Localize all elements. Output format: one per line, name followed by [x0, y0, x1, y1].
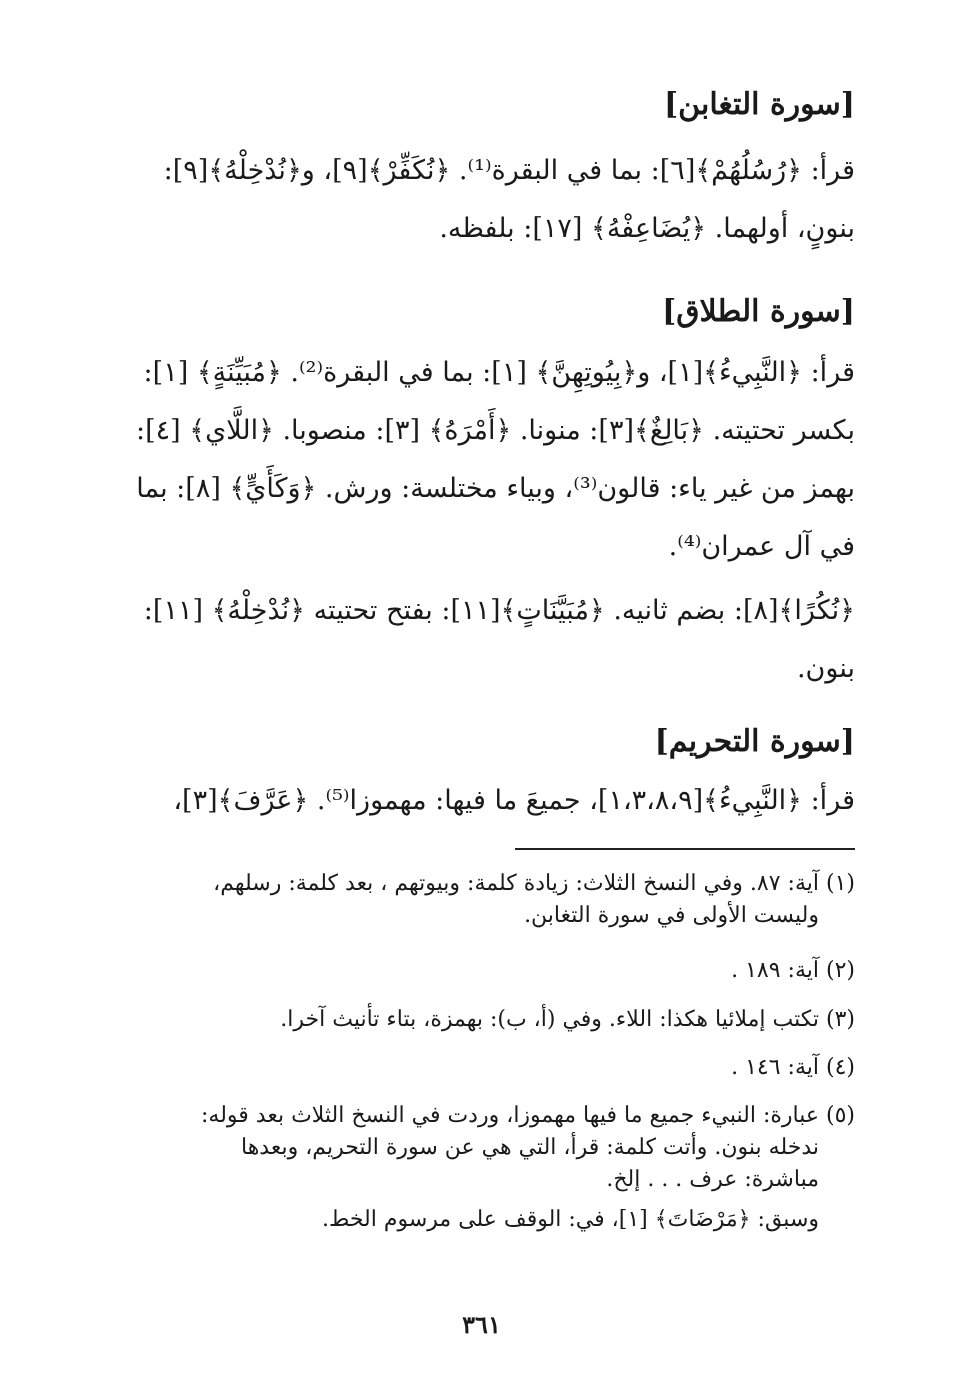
section-heading-talaq: [سورة الطلاق]	[662, 294, 855, 329]
text-line: بكسر تحتيته. ﴿بَالِغٌ﴾[٣]: منونا. ﴿أَمْرَهُ﴾ [٣]: منصوبا. ﴿اللَّاي﴾ [٤]:	[136, 415, 855, 446]
text-line: بنون.	[796, 653, 855, 684]
section-heading-tahrim: [سورة التحريم]	[654, 724, 855, 759]
footnote-line: (١) آية: ٨٧. وفي النسخ الثلاث: زيادة كلمة: وبيوتهم ، بعد كلمة: رسلهم،	[213, 871, 855, 896]
text-line: في آل عمران⁽⁴⁾.	[668, 531, 855, 562]
section-body-tahrim	[118, 772, 855, 830]
text-line: بهمز من غير ياء: قالون⁽³⁾، وبياء مختلسة: ورش. ﴿وَكَأَيٍّ﴾ [٨]: بما	[136, 473, 855, 504]
footnote-line: ندخله بنون. وأتت كلمة: قرأ، التي هي عن سورة التحريم، وبعدها	[241, 1135, 819, 1160]
text-line: بنونٍ، أولهما. ﴿يُضَاعِفْهُ﴾ [١٧]: بلفظه.	[439, 213, 855, 244]
section-body-talaq	[118, 344, 855, 576]
footnote-3	[110, 1004, 855, 1036]
footnote-line: (٥) عبارة: النبيء جميع ما فيها مهموزا، وردت في النسخ الثلاث بعد قوله:	[201, 1103, 855, 1128]
footnote-line: مباشرة: عرف . . . إلخ.	[606, 1167, 819, 1192]
section-body-talaq-2	[118, 582, 855, 698]
footnote-line: وليست الأولى في سورة التغابن.	[524, 903, 819, 928]
footnote-divider	[515, 848, 855, 850]
footnote-line: (٤) آية: ١٤٦ .	[731, 1055, 855, 1080]
page-number: ٣٦١	[462, 1310, 501, 1339]
section-heading-taghabun: [سورة التغابن]	[663, 87, 855, 122]
text-line: قرأ: ﴿رُسُلُهُمْ﴾[٦]: بما في البقرة⁽¹⁾. ﴿نُكَفِّرْ﴾[٩]، و﴿نُدْخِلْهُ﴾[٩]:	[163, 155, 855, 186]
text-line: قرأ: ﴿النَّبِيءُ﴾[١]، و﴿بِيُوتِهِنَّ﴾ [١]: بما في البقرة⁽²⁾. ﴿مُبَيِّنَةٍ﴾ [١]:	[143, 357, 855, 388]
footnote-5	[110, 1100, 855, 1236]
footnote-2	[110, 955, 855, 987]
text-line: قرأ: ﴿النَّبِيءُ﴾[١،٣،٨،٩]، جميعَ ما فيها: مهموزا⁽⁵⁾. ﴿عَرَّفَ﴾[٣]،	[173, 785, 855, 816]
footnote-line: وسبق: ﴿مَرْضَاتَ﴾ [١]، في: الوقف على مرسوم الخط.	[321, 1207, 819, 1232]
section-body-taghabun	[118, 142, 855, 258]
text-line: ﴿نُكُرًا﴾[٨]: بضم ثانيه. ﴿مُبَيَّنَاتٍ﴾[١١]: بفتح تحتيته ﴿نُدْخِلْهُ﴾ [١١]:	[143, 595, 855, 626]
footnote-line: (٣) تكتب إملائيا هكذا: اللاء. وفي (أ، ب): بهمزة، بتاء تأنيث آخرا.	[280, 1007, 855, 1032]
footnote-line: (٢) آية: ١٨٩ .	[731, 958, 855, 983]
footnote-4	[110, 1052, 855, 1084]
footnote-1	[110, 868, 855, 932]
